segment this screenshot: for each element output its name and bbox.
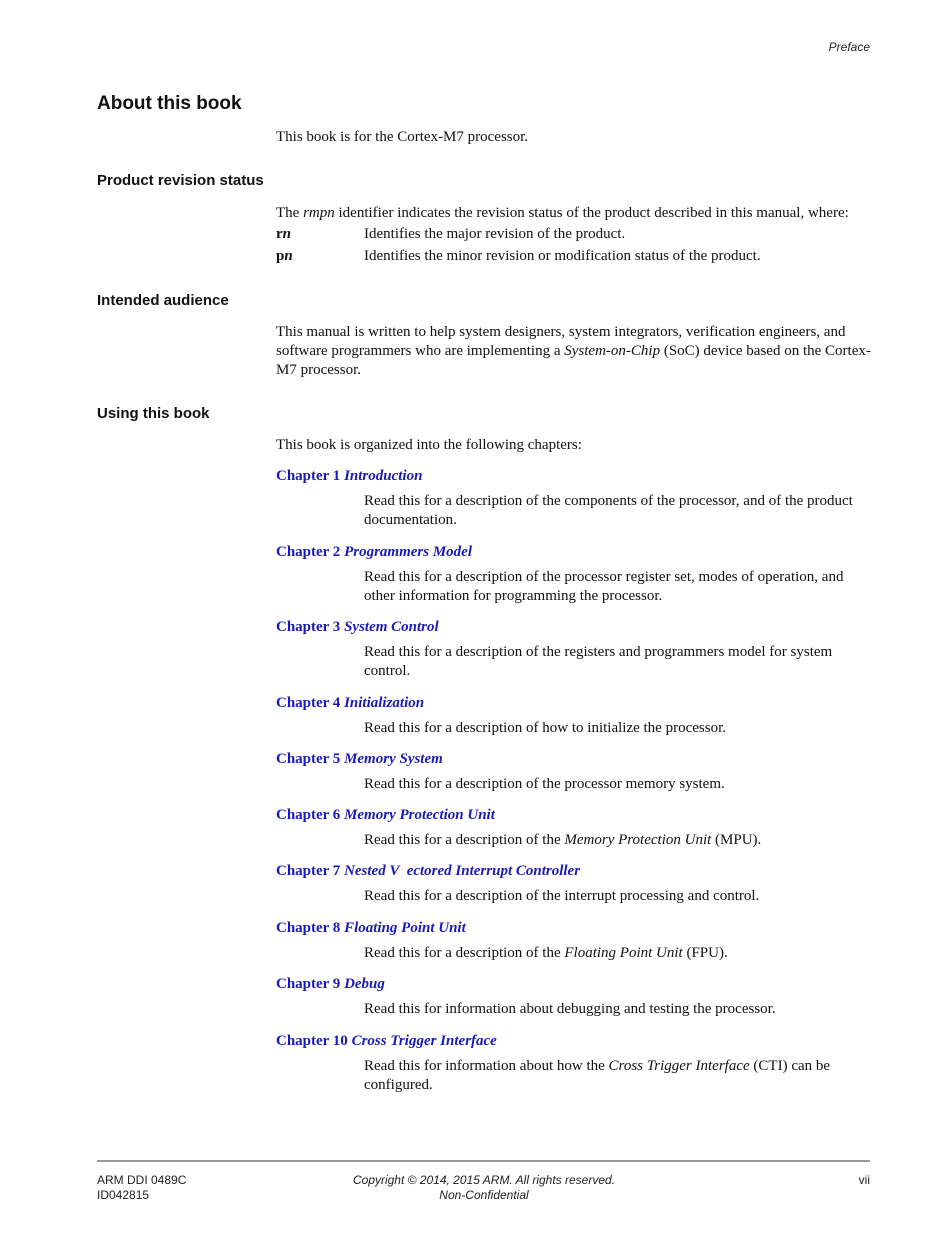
chapter-desc-pre: Read this for a description of the [364,832,565,848]
audience-text-em: System-on-Chip [564,343,661,359]
audience-text-pre: This manual is written to help system designers, system integrators, verification engineers, and software programmers who are implementing a [276,324,846,359]
term-rn-b: n [282,226,292,242]
chapter-name: Initialization [344,695,425,711]
chapter-name: Floating Point Unit [344,920,466,936]
chapter-num: Chapter 9 [276,976,341,992]
chapter-num: Chapter 10 [276,1033,348,1049]
chapter-name: Memory System [344,751,443,767]
revision-text-pre: The [276,205,304,221]
chapter-desc-2 [364,568,874,606]
chapter-desc-4 [364,719,874,738]
chapter-desc-9 [364,1000,874,1019]
chapter-desc-pre: Read this for a description of the processor register set, modes of operation, and other information for programming the processor. [364,569,844,604]
heading-using-this-book: Using this book [97,405,210,422]
chapter-desc-pre: Read this for information about how the [364,1058,609,1074]
chapter-num: Chapter 7 [276,863,341,879]
chapter-desc-1 [364,492,874,530]
chapter-desc-pre: Read this for information about debugging and testing the processor. [364,1001,776,1017]
heading-product-revision-status: Product revision status [97,172,264,189]
chapter-desc-6 [364,831,874,850]
chapter-desc-em: Cross Trigger Interface [608,1058,750,1074]
chapter-num: Chapter 1 [276,468,341,484]
chapter-desc-post: (FPU). [682,945,728,961]
chapter-desc-post: (CTI) can be configured. [364,1058,831,1093]
chapter-desc-pre: Read this for a description of the registers and programmers model for system control. [364,644,833,679]
def-rn: Identifies the major revision of the product. [364,226,626,242]
term-pn [276,248,293,265]
chapter-name: Programmers Model [344,544,472,560]
audience-text [276,323,872,380]
chapter-name: Nested V ectored Interrupt Controller [344,863,581,879]
chapter-desc-pre: Read this for a description of how to initialize the processor. [364,720,726,736]
chapter-num: Chapter 6 [276,807,341,823]
revision-text [276,204,872,223]
chapter-num: Chapter 5 [276,751,341,767]
chapter-desc-post: (MPU). [711,832,762,848]
chapter-num: Chapter 4 [276,695,341,711]
running-header: Preface [828,40,870,54]
page-title: About this book [97,93,242,114]
chapter-link-5[interactable] [276,751,443,768]
revision-text-post: identifier indicates the revision status of the product described in this manual, where: [334,205,849,221]
chapter-link-9[interactable] [276,976,385,993]
intro-text: This book is for the Cortex-M7 processor. [276,129,529,145]
chapter-name: Cross Trigger Interface [351,1033,497,1049]
term-rn [276,226,291,243]
chapter-link-6[interactable] [276,807,495,824]
chapter-name: Introduction [344,468,423,484]
footer-confidentiality: Non-Confidential [439,1188,529,1202]
footer-page-number: vii [858,1173,870,1187]
chapter-num: Chapter 3 [276,619,341,635]
chapter-name: Memory Protection Unit [344,807,495,823]
audience-text-post: (SoC) device based on the Cortex-M7 processor. [276,343,871,378]
term-rn-a: r [276,226,283,242]
chapter-num: Chapter 2 [276,544,341,560]
chapter-desc-em: Memory Protection Unit [564,832,712,848]
chapter-link-7[interactable] [276,863,580,880]
chapter-name: Debug [344,976,385,992]
footer-doc-id: ARM DDI 0489C [97,1173,187,1187]
chapter-desc-8 [364,944,874,963]
footer-id: ID042815 [97,1188,150,1202]
chapter-link-1[interactable] [276,468,422,485]
chapter-link-3[interactable] [276,619,439,636]
chapter-desc-3 [364,643,874,681]
chapter-num: Chapter 8 [276,920,341,936]
heading-intended-audience: Intended audience [97,292,229,309]
term-pn-a: p [276,248,285,264]
chapter-name: System Control [344,619,439,635]
chapter-desc-pre: Read this for a description of the components of the processor, and of the product documentation. [364,493,853,528]
chapter-desc-pre: Read this for a description of the interrupt processing and control. [364,888,760,904]
footer-divider [97,1160,870,1162]
using-intro: This book is organized into the following chapters: [276,437,582,453]
chapter-desc-10 [364,1057,874,1095]
chapter-desc-em: Floating Point Unit [564,945,683,961]
revision-text-em: rmpn [303,205,335,221]
chapter-link-4[interactable] [276,695,424,712]
chapter-desc-pre: Read this for a description of the processor memory system. [364,776,725,792]
footer-copyright: Copyright © 2014, 2015 ARM. All rights reserved. [352,1173,616,1187]
chapter-link-10[interactable] [276,1033,497,1050]
def-pn: Identifies the minor revision or modification status of the product. [364,248,761,264]
chapter-desc-5 [364,775,874,794]
chapter-link-8[interactable] [276,920,466,937]
term-pn-b: n [284,248,293,264]
chapter-link-2[interactable] [276,544,472,561]
chapter-desc-pre: Read this for a description of the [364,945,565,961]
chapter-desc-7 [364,887,874,906]
